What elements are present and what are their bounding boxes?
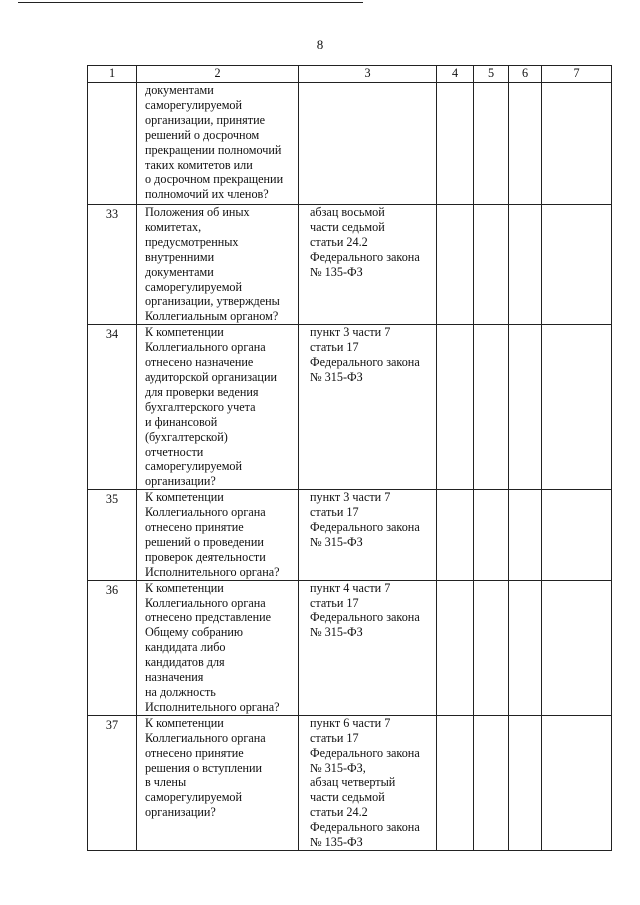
table-row xyxy=(88,580,612,715)
reference-line: части седьмой xyxy=(310,219,385,234)
reference-line: Федерального закона xyxy=(310,355,420,370)
legal-reference-cell xyxy=(299,490,437,580)
question-cell xyxy=(137,83,299,205)
answer-cell-col-7 xyxy=(542,715,612,850)
question-cell xyxy=(137,715,299,850)
question-line: саморегулируемой xyxy=(145,790,243,805)
answer-cell-col-6 xyxy=(509,715,542,850)
question-line: в члены xyxy=(145,775,187,790)
question-line: документами xyxy=(145,264,214,279)
reference-line: абзац четвертый xyxy=(310,775,396,790)
answer-cell-col-4 xyxy=(437,490,474,580)
question-line: саморегулируемой xyxy=(145,279,243,294)
reference-line: № 315-ФЗ, xyxy=(310,760,366,775)
question-line: документами xyxy=(145,83,214,97)
table-row xyxy=(88,83,612,205)
question-line: саморегулируемой xyxy=(145,97,243,112)
checklist-table xyxy=(87,65,612,851)
question-cell xyxy=(137,325,299,490)
reference-line: статьи 17 xyxy=(310,505,359,520)
question-cell xyxy=(137,580,299,715)
reference-line: пункт 3 части 7 xyxy=(310,325,391,340)
col-header-5: 5 xyxy=(474,66,509,83)
reference-line: статьи 24.2 xyxy=(310,234,368,249)
reference-line: пункт 6 части 7 xyxy=(310,715,391,730)
reference-line: статьи 17 xyxy=(310,595,359,610)
answer-cell-col-4 xyxy=(437,205,474,325)
answer-cell-col-6 xyxy=(509,490,542,580)
answer-cell-col-4 xyxy=(437,715,474,850)
reference-line: части седьмой xyxy=(310,790,385,805)
legal-reference-cell xyxy=(299,83,437,205)
reference-line: Федерального закона xyxy=(310,745,420,760)
question-line: бухгалтерского учета xyxy=(145,399,256,414)
col-header-1: 1 xyxy=(88,66,137,83)
row-number xyxy=(88,83,137,205)
reference-line: № 315-ФЗ xyxy=(310,625,363,640)
question-line: кандидатов для xyxy=(145,655,225,670)
col-header-3: 3 xyxy=(299,66,437,83)
question-line: Коллегиальным органом? xyxy=(145,309,279,324)
question-line: К компетенции xyxy=(145,325,224,340)
question-line: аудиторской организации xyxy=(145,369,277,384)
question-line: и финансовой xyxy=(145,414,218,429)
question-line: кандидата либо xyxy=(145,640,226,655)
answer-cell-col-7 xyxy=(542,83,612,205)
col-header-6: 6 xyxy=(509,66,542,83)
table-row xyxy=(88,325,612,490)
question-line: отчетности xyxy=(145,444,204,459)
legal-reference-cell xyxy=(299,325,437,490)
question-line: решений о проведении xyxy=(145,534,264,549)
col-header-7: 7 xyxy=(542,66,612,83)
question-line: назначения xyxy=(145,670,204,685)
question-line: Исполнительного органа? xyxy=(145,699,280,714)
answer-cell-col-4 xyxy=(437,580,474,715)
question-line: отнесено принятие xyxy=(145,745,244,760)
question-line: полномочий их членов? xyxy=(145,187,269,202)
question-line: Исполнительного органа? xyxy=(145,564,280,579)
question-line: решений о досрочном xyxy=(145,127,260,142)
col-header-4: 4 xyxy=(437,66,474,83)
answer-cell-col-6 xyxy=(509,83,542,205)
reference-line: статьи 17 xyxy=(310,730,359,745)
top-rule xyxy=(18,2,363,3)
reference-line: пункт 3 части 7 xyxy=(310,490,391,505)
row-number: 35 xyxy=(88,490,137,580)
answer-cell-col-5 xyxy=(474,83,509,205)
answer-cell-col-7 xyxy=(542,490,612,580)
question-line: организации? xyxy=(145,805,216,820)
reference-line: статьи 24.2 xyxy=(310,805,368,820)
table-row xyxy=(88,715,612,850)
question-line: Коллегиального органа xyxy=(145,595,266,610)
question-line: комитетах, xyxy=(145,219,202,234)
question-line: Коллегиального органа xyxy=(145,730,266,745)
answer-cell-col-7 xyxy=(542,580,612,715)
question-line: К компетенции xyxy=(145,580,224,595)
question-cell xyxy=(137,490,299,580)
question-line: (бухгалтерской) xyxy=(145,429,228,444)
row-number: 37 xyxy=(88,715,137,850)
reference-line: Федерального закона xyxy=(310,520,420,535)
reference-line: Федерального закона xyxy=(310,820,420,835)
question-line: саморегулируемой xyxy=(145,459,243,474)
question-line: внутренними xyxy=(145,249,215,264)
reference-line: № 135-ФЗ xyxy=(310,264,363,279)
question-line: о досрочном прекращении xyxy=(145,172,284,187)
question-line: организации, принятие xyxy=(145,112,266,127)
table-row xyxy=(88,205,612,325)
page-number: 8 xyxy=(316,37,324,52)
question-line: на должность xyxy=(145,685,216,699)
question-line: проверок деятельности xyxy=(145,549,266,564)
question-line: организации? xyxy=(145,474,216,489)
question-line: Общему собранию xyxy=(145,625,244,640)
question-line: К компетенции xyxy=(145,490,224,505)
answer-cell-col-4 xyxy=(437,325,474,490)
question-line: предусмотренных xyxy=(145,234,239,249)
col-header-2: 2 xyxy=(137,66,299,83)
answer-cell-col-4 xyxy=(437,83,474,205)
answer-cell-col-5 xyxy=(474,205,509,325)
question-line: организации, утверждены xyxy=(145,294,280,309)
answer-cell-col-5 xyxy=(474,490,509,580)
answer-cell-col-6 xyxy=(509,580,542,715)
answer-cell-col-5 xyxy=(474,325,509,490)
question-cell xyxy=(137,205,299,325)
row-number: 33 xyxy=(88,205,137,325)
question-line: Коллегиального органа xyxy=(145,340,266,355)
table-row xyxy=(88,490,612,580)
question-line: таких комитетов или xyxy=(145,157,253,172)
question-line: К компетенции xyxy=(145,715,224,730)
answer-cell-col-5 xyxy=(474,715,509,850)
question-line: отнесено назначение xyxy=(145,355,254,370)
reference-line: статьи 17 xyxy=(310,340,359,355)
question-line: прекращении полномочий xyxy=(145,142,282,157)
answer-cell-col-6 xyxy=(509,205,542,325)
legal-reference-cell xyxy=(299,205,437,325)
reference-line: № 315-ФЗ xyxy=(310,369,363,384)
question-line: Коллегиального органа xyxy=(145,505,266,520)
reference-line: № 315-ФЗ xyxy=(310,534,363,549)
legal-reference-cell xyxy=(299,715,437,850)
answer-cell-col-6 xyxy=(509,325,542,490)
reference-line: Федерального закона xyxy=(310,249,420,264)
reference-line: абзац восьмой xyxy=(310,205,385,219)
question-line: Положения об иных xyxy=(145,205,250,219)
question-line: для проверки ведения xyxy=(145,384,259,399)
question-line: решения о вступлении xyxy=(145,760,263,775)
reference-line: пункт 4 части 7 xyxy=(310,580,391,595)
answer-cell-col-5 xyxy=(474,580,509,715)
row-number: 34 xyxy=(88,325,137,490)
row-number: 36 xyxy=(88,580,137,715)
question-line: отнесено принятие xyxy=(145,520,244,535)
legal-reference-cell xyxy=(299,580,437,715)
reference-line: Федерального закона xyxy=(310,610,420,625)
header-row xyxy=(88,66,612,83)
question-line: отнесено представление xyxy=(145,610,272,625)
answer-cell-col-7 xyxy=(542,205,612,325)
reference-line: № 135-ФЗ xyxy=(310,835,363,850)
answer-cell-col-7 xyxy=(542,325,612,490)
